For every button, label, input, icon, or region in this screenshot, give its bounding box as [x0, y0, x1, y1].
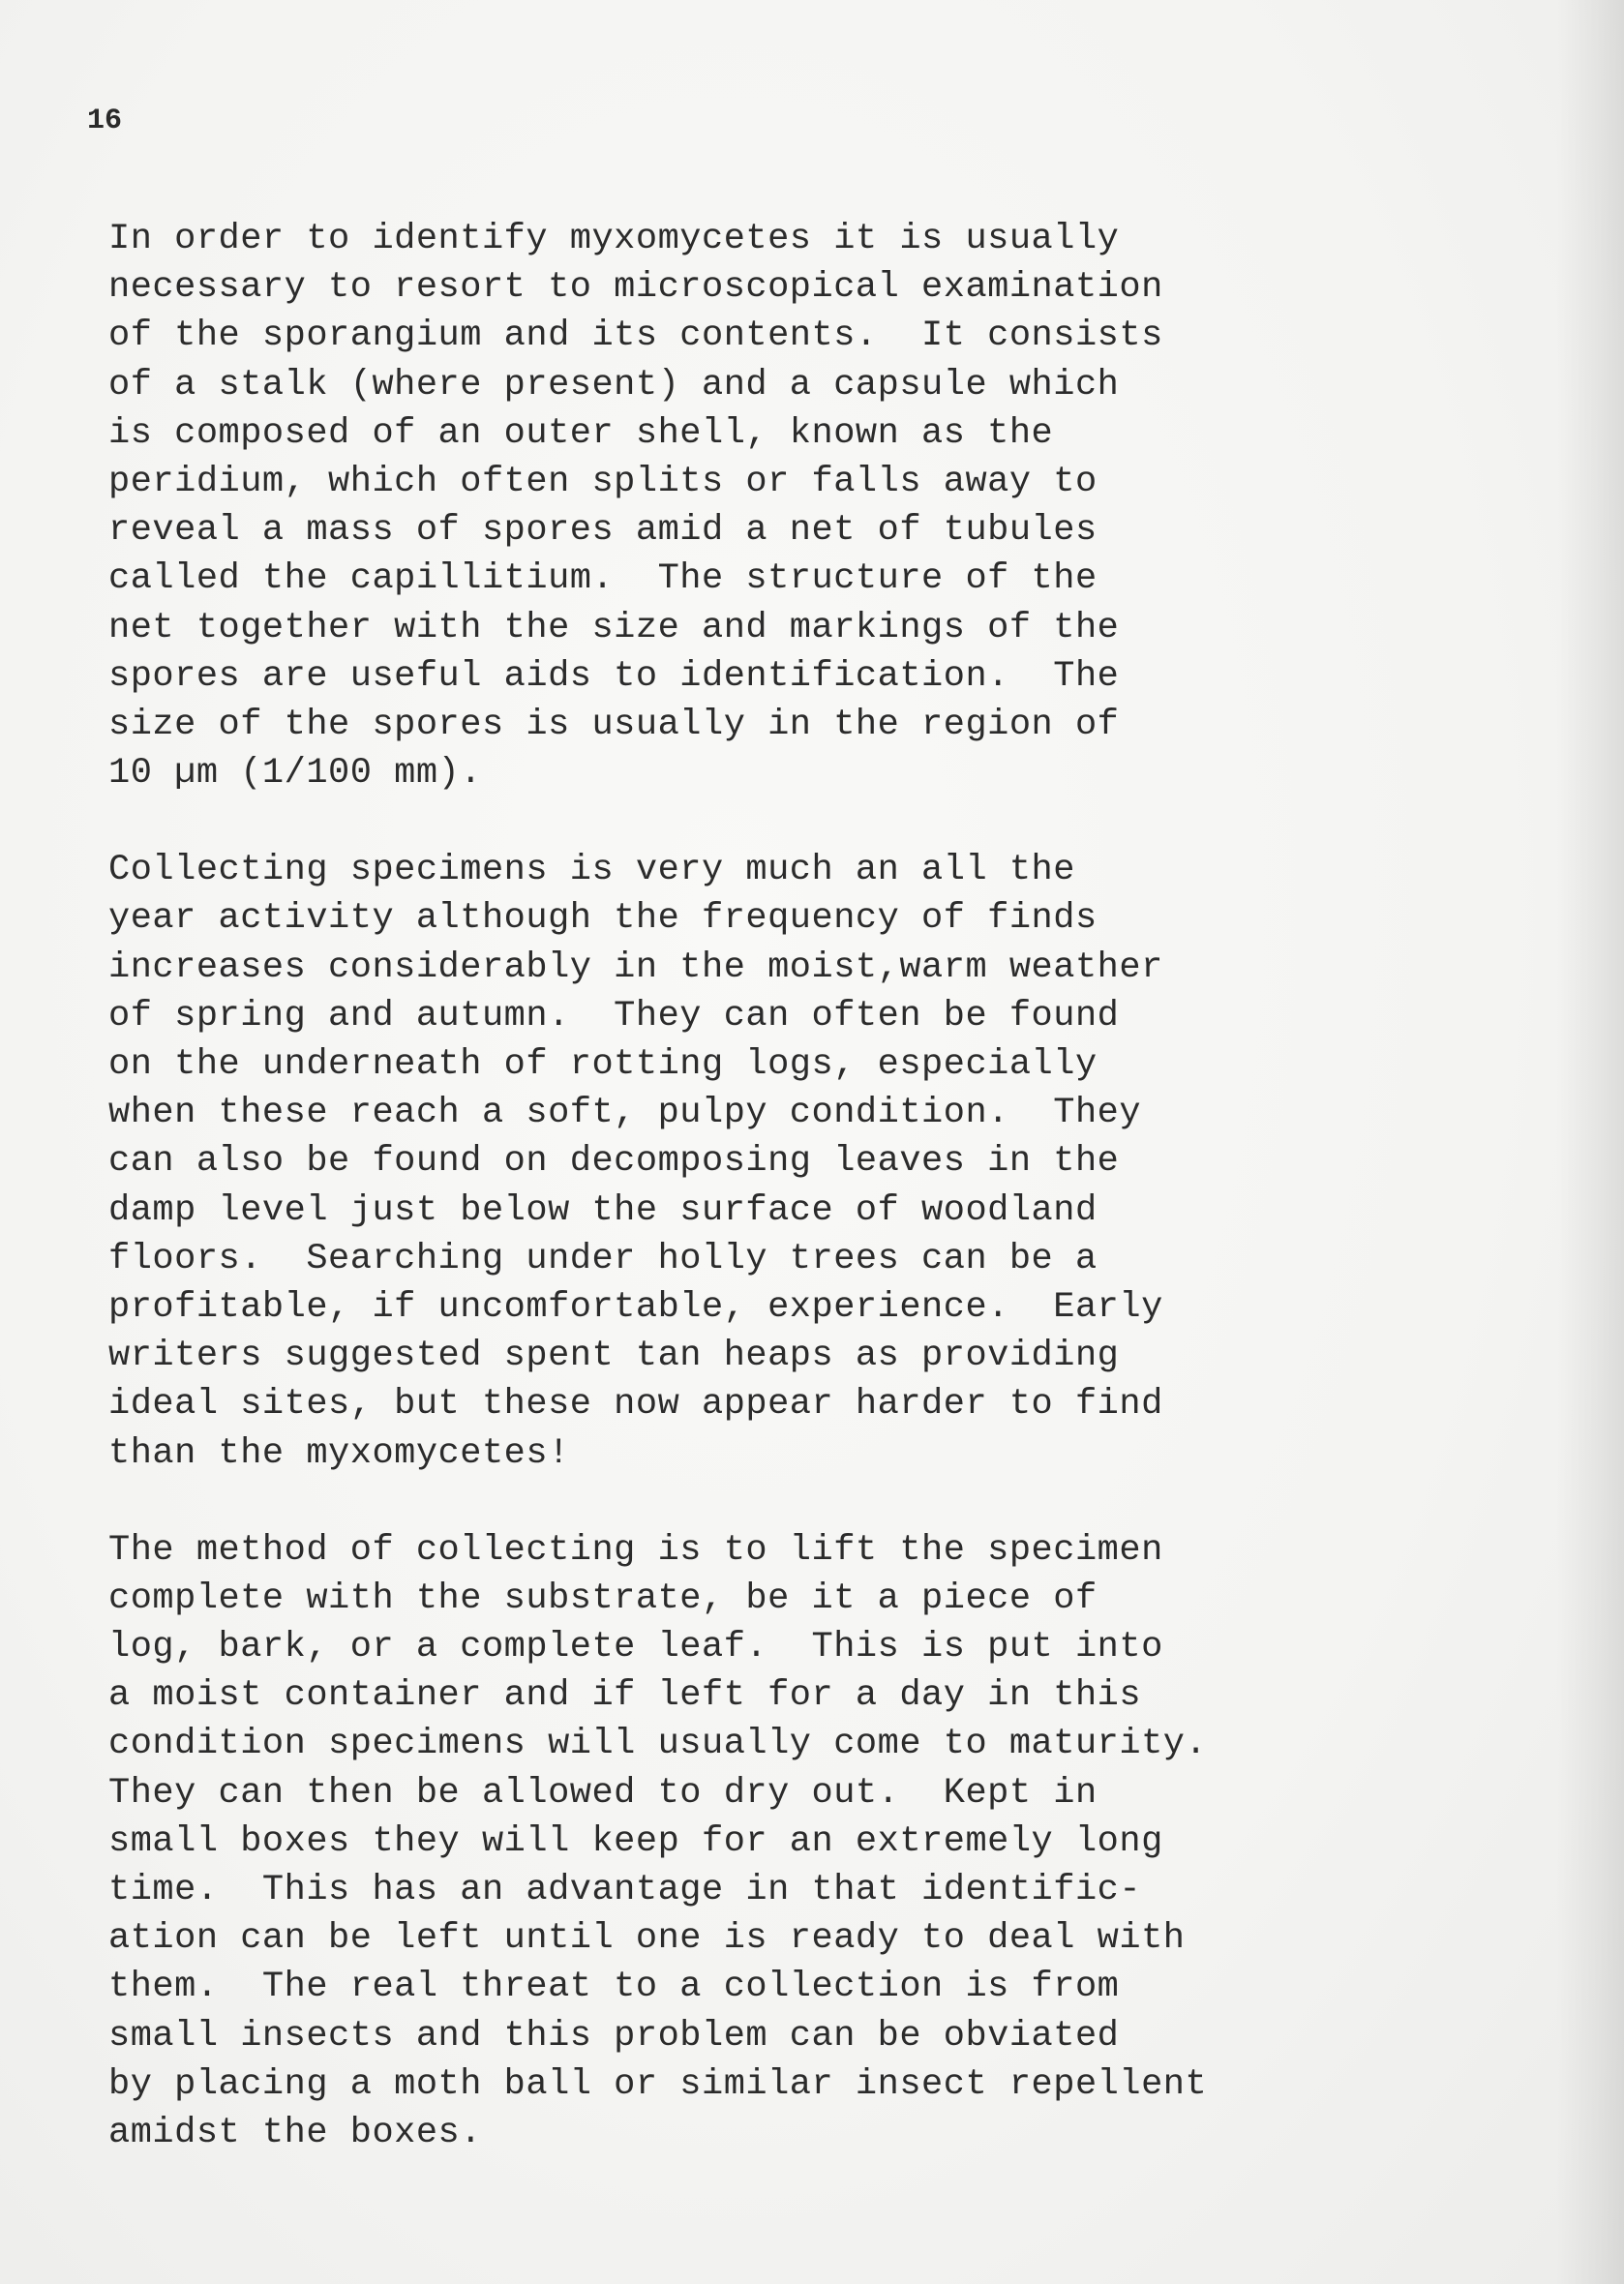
text-line: writers suggested spent tan heaps as providing — [108, 1336, 1120, 1377]
text-line: ation can be left until one is ready to deal with — [108, 1918, 1186, 1960]
paragraph-collecting — [108, 846, 1560, 1477]
text-line: spores are useful aids to identification. The — [108, 655, 1120, 697]
text-line: Collecting specimens is very much an all the — [108, 850, 1075, 891]
text-line: complete with the substrate, be it a piece of — [108, 1578, 1098, 1619]
text-line: small boxes they will keep for an extremely long — [108, 1820, 1163, 1862]
text-line: called the capillitium. The structure of the — [108, 558, 1098, 600]
text-line: by placing a moth ball or similar insect repellent — [108, 2063, 1208, 2105]
text-line: year activity although the frequency of finds — [108, 898, 1098, 940]
text-line: profitable, if uncomfortable, experience. Early — [108, 1286, 1163, 1328]
text-line: size of the spores is usually in the region of — [108, 704, 1120, 745]
text-line: In order to identify myxomycetes it is usually — [108, 219, 1120, 259]
paragraph-method — [108, 1526, 1560, 2157]
text-line: necessary to resort to microscopical examination — [108, 267, 1163, 309]
text-line: damp level just below the surface of woodland — [108, 1189, 1098, 1231]
page-edge-shadow — [1556, 0, 1624, 2284]
text-line: reveal a mass of spores amid a net of tubules — [108, 510, 1098, 552]
body-text — [108, 215, 1560, 2206]
text-line: increases considerably in the moist,warm weather — [108, 947, 1163, 988]
text-line: 10 µm (1/100 mm). — [108, 753, 482, 795]
text-line: They can then be allowed to dry out. Kept in — [108, 1772, 1098, 1814]
text-line: ideal sites, but these now appear harder to find — [108, 1384, 1163, 1426]
text-line: The method of collecting is to lift the specimen — [108, 1529, 1163, 1571]
text-line: small insects and this problem can be obviated — [108, 2015, 1120, 2057]
page-number: 16 — [87, 105, 123, 137]
paragraph-identification — [108, 215, 1560, 797]
text-line: when these reach a soft, pulpy condition. They — [108, 1093, 1142, 1134]
text-line: than the myxomycetes! — [108, 1432, 570, 1474]
text-line: peridium, which often splits or falls away to — [108, 461, 1098, 502]
text-line: of a stalk (where present) and a capsule which — [108, 364, 1120, 406]
text-line: a moist container and if left for a day in this — [108, 1675, 1142, 1717]
text-line: them. The real threat to a collection is from — [108, 1967, 1120, 2008]
text-line: log, bark, or a complete leaf. This is put into — [108, 1627, 1163, 1668]
text-line: condition specimens will usually come to maturity. — [108, 1724, 1208, 1765]
text-line: can also be found on decomposing leaves in the — [108, 1141, 1120, 1183]
text-line: time. This has an advantage in that identific- — [108, 1870, 1142, 1910]
text-line: floors. Searching under holly trees can be a — [108, 1238, 1098, 1279]
text-line: of the sporangium and its contents. It consists — [108, 316, 1163, 357]
text-line: on the underneath of rotting logs, especially — [108, 1044, 1098, 1085]
text-line: net together with the size and markings of the — [108, 607, 1120, 648]
text-line: amidst the boxes. — [108, 2112, 482, 2153]
text-line: is composed of an outer shell, known as the — [108, 412, 1054, 454]
text-line: of spring and autumn. They can often be found — [108, 995, 1120, 1037]
